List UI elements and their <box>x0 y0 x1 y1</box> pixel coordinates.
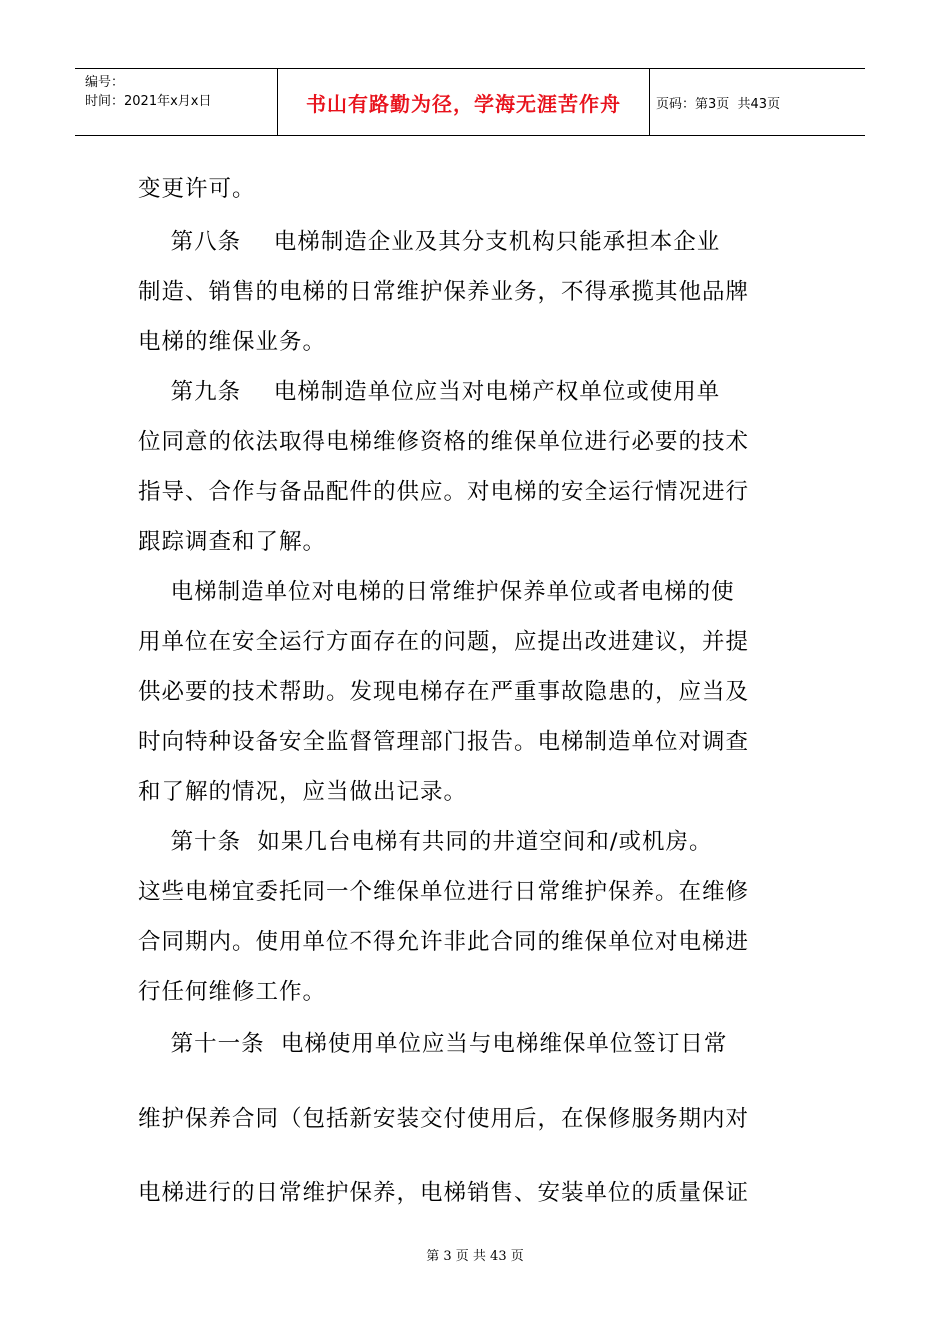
body-line: 电梯进行的日常维护保养，电梯销售、安装单位的质量保证 <box>138 1180 750 1206</box>
body-line: 第十条 如果几台电梯有共同的井道空间和/或机房。 <box>138 829 713 855</box>
body-line: 行任何维修工作。 <box>138 979 327 1005</box>
body-line: 时向特种设备安全监督管理部门报告。电梯制造单位对调查 <box>138 729 750 755</box>
body-line: 维护保养合同（包括新安装交付使用后，在保修服务期内对 <box>138 1106 750 1132</box>
body-line: 第八条 电梯制造企业及其分支机构只能承担本企业 <box>138 229 721 255</box>
body-line: 合同期内。使用单位不得允许非此合同的维保单位对电梯进 <box>138 929 750 955</box>
body-line: 变更许可。 <box>138 176 256 202</box>
body-line: 第九条 电梯制造单位应当对电梯产权单位或使用单 <box>138 379 721 405</box>
body-line: 电梯的维保业务。 <box>138 329 327 355</box>
body-line: 电梯制造单位对电梯的日常维护保养单位或者电梯的使 <box>138 579 735 605</box>
document-date-label: 时间：2021年x月x日 <box>85 94 212 109</box>
header-page-number: 页码：第3页 共43页 <box>656 96 781 112</box>
body-line: 跟踪调查和了解。 <box>138 529 327 555</box>
body-line: 这些电梯宜委托同一个维保单位进行日常维护保养。在维修 <box>138 879 750 905</box>
body-line: 用单位在安全运行方面存在的问题，应提出改进建议，并提 <box>138 629 750 655</box>
body-line: 指导、合作与备品配件的供应。对电梯的安全运行情况进行 <box>138 479 750 505</box>
page-footer: 第 3 页 共 43 页 <box>426 1249 524 1264</box>
body-line: 和了解的情况，应当做出记录。 <box>138 779 468 805</box>
body-line: 供必要的技术帮助。发现电梯存在严重事故隐患的，应当及 <box>138 679 750 705</box>
body-line: 第十一条 电梯使用单位应当与电梯维保单位签订日常 <box>138 1031 728 1057</box>
body-line: 位同意的依法取得电梯维修资格的维保单位进行必要的技术 <box>138 429 750 455</box>
document-number-label: 编号： <box>85 75 125 90</box>
body-line: 制造、销售的电梯的日常维护保养业务，不得承揽其他品牌 <box>138 279 750 305</box>
header-motto: 书山有路勤为径，学海无涯苦作舟 <box>278 69 650 135</box>
